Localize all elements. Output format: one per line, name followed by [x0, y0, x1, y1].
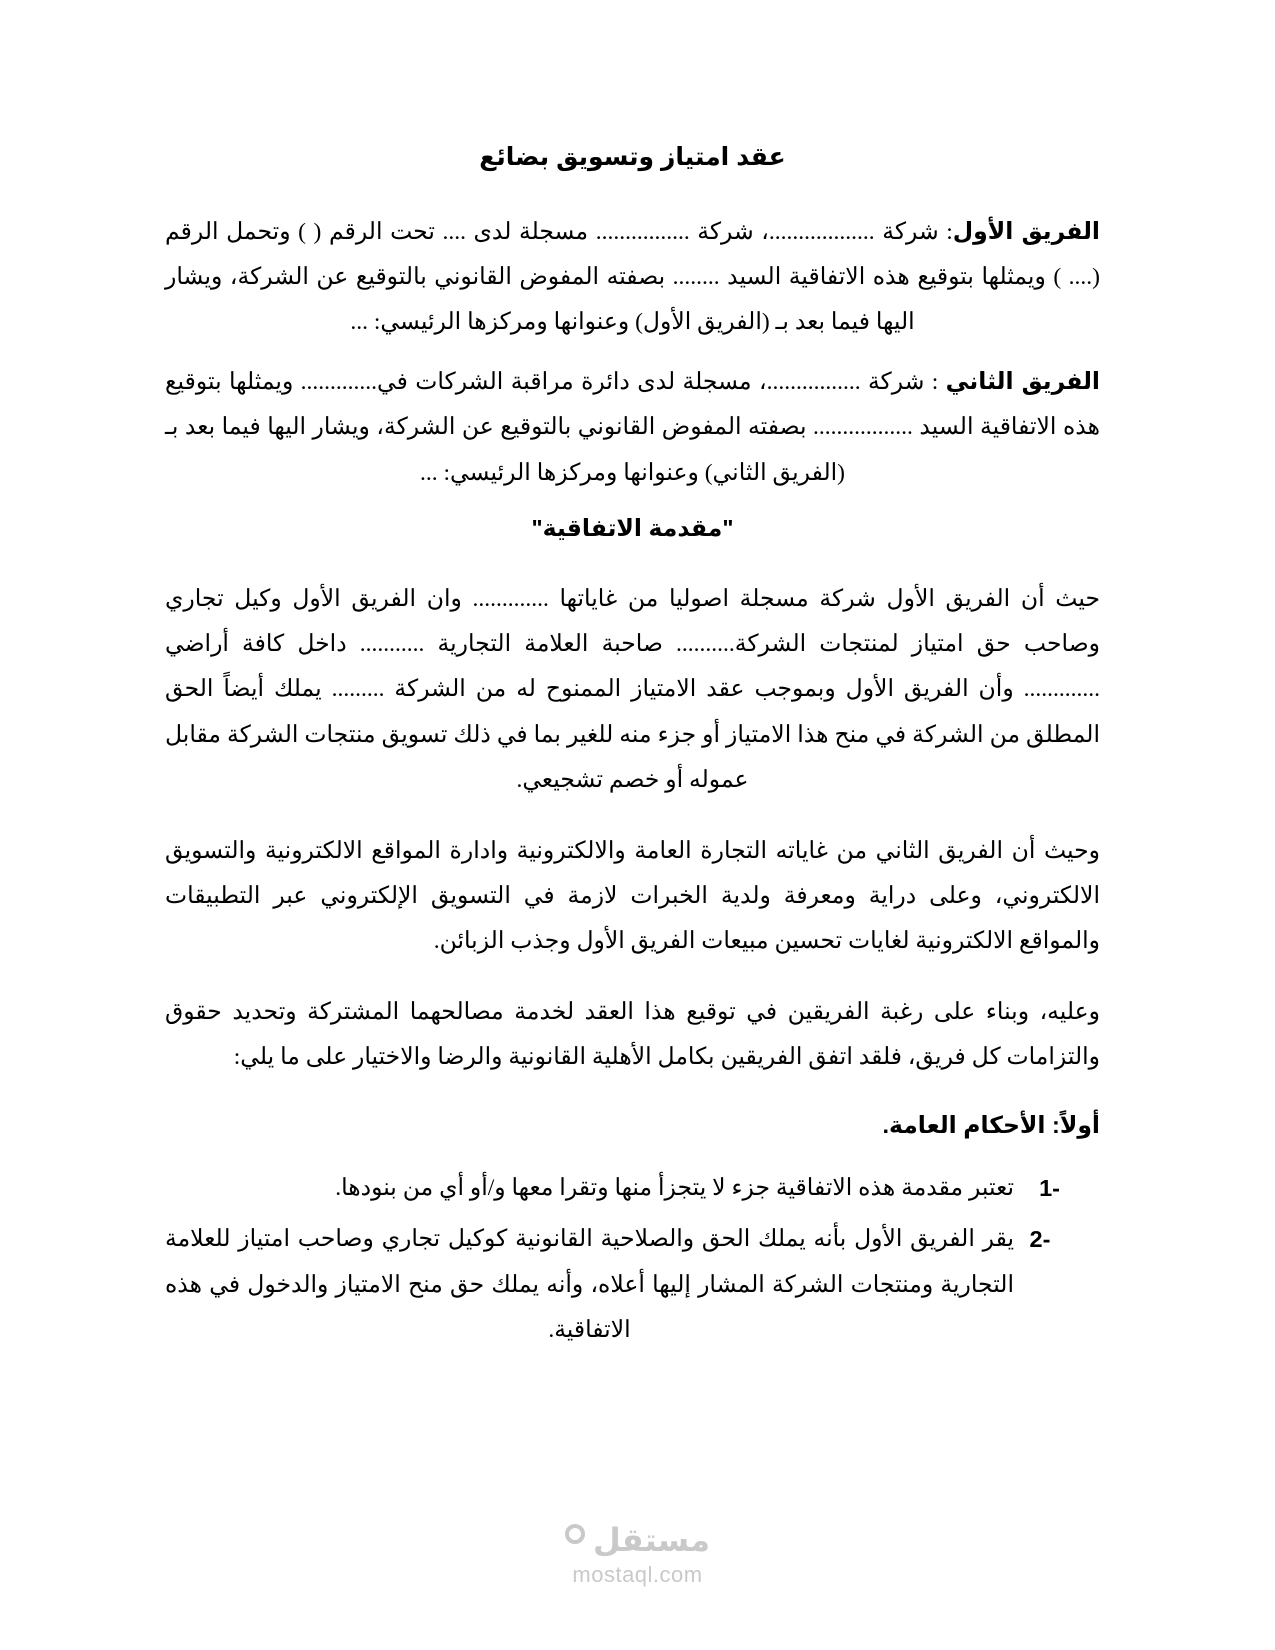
clause-section-heading: أولاً: الأحكام العامة.	[882, 1112, 1100, 1139]
document-body	[165, 140, 1100, 1359]
first-party-paragraph	[165, 209, 1100, 345]
clause-list	[165, 1166, 1100, 1352]
second-party-paragraph	[165, 359, 1100, 495]
watermark-domain-label: mostaql.com	[572, 1562, 703, 1587]
clause-item	[165, 1166, 1060, 1211]
mostaql-watermark	[0, 1524, 1275, 1588]
preamble-paragraph-2: وحيث أن الفريق الثاني من غاياته التجارة العامة والالكترونية وادارة المواقع الالكترونية والتسويق الالكتروني، وعلى دراية ومعرفة ولدية الخبرات لازمة في التسويق الإلكتروني عبر التطبيقات والمواقع الالكترونية لغايات تحسين مبيعات الفريق الأول وجذب الزبائن.	[165, 837, 1100, 955]
second-party-label: الفريق الثاني	[945, 368, 1100, 395]
clause-text: يقر الفريق الأول بأنه يملك الحق والصلاحية القانونية كوكيل تجاري وصاحب امتياز للعلامة التجارية ومنتجات الشركة المشار إليها أعلاه، وأنه يملك حق منح الامتياز والدخول في هذه الاتفاقية.	[165, 1226, 1014, 1343]
clause-item	[165, 1217, 1060, 1352]
preamble-heading: "مقدمة الاتفاقية"	[531, 514, 734, 541]
circle-icon	[565, 1524, 585, 1544]
preamble-paragraph-3: وعليه، وبناء على رغبة الفريقين في توقيع هذا العقد لخدمة مصالحهما المشتركة وتحديد حقوق والتزامات كل فريق، فلقد اتفق الفريقين بكامل الأهلية القانونية والرضا والاختيار على ما يلي:	[165, 999, 1100, 1071]
watermark-logo	[0, 1524, 1275, 1556]
clause-number: 2-	[1029, 1226, 1051, 1253]
clause-number: 1-	[1039, 1175, 1060, 1202]
preamble-paragraph-1: حيث أن الفريق الأول شركة مسجلة اصوليا من غاياتها ............. وان الفريق الأول وكيل تجاري وصاحب حق امتياز لمنتجات الشركة.......... صاحبة العلامة التجارية ........... داخل كافة أراضي ............. وأن الفريق الأول وبموجب عقد الامتياز الممنوح له من الشركة ......... يملك أيضاً الحق المطلق من الشركة في منح هذا الامتياز أو جزء منه للغير بما في ذلك تسويق منتجات الشركة مقابل عموله أو خصم تشجيعي.	[165, 586, 1100, 793]
first-party-text: : شركة ..................، شركة ................ مسجلة لدى .... تحت الرقم ( ) وتحمل الرقم (.... ) ويمثلها بتوقيع هذه الاتفاقية السيد ........ بصفته المفوض القانوني بالتوقيع عن الشركة، ويشار اليها فيما بعد بـ (الفريق الأول) وعنوانها ومركزها الرئيسي: ...	[165, 219, 1100, 336]
clause-text: تعتبر مقدمة هذه الاتفاقية جزء لا يتجزأ منها وتقرا معها و/أو أي من بنودها.	[335, 1175, 1014, 1202]
watermark-brand-label: مستقل	[592, 1522, 711, 1558]
first-party-label: الفريق الأول	[952, 218, 1100, 244]
page-title: عقد امتياز وتسويق بضائع	[479, 143, 786, 171]
second-party-text: : شركة ................، مسجلة لدى دائرة مراقبة الشركات في............. ويمثلها بتوقيع هذه الاتفاقية السيد ................. بصفته المفوض القانوني بالتوقيع عن الشركة، ويشار اليها فيما بعد بـ (الفريق الثاني) وعنوانها ومركزها الرئيسي: ...	[165, 369, 1100, 486]
